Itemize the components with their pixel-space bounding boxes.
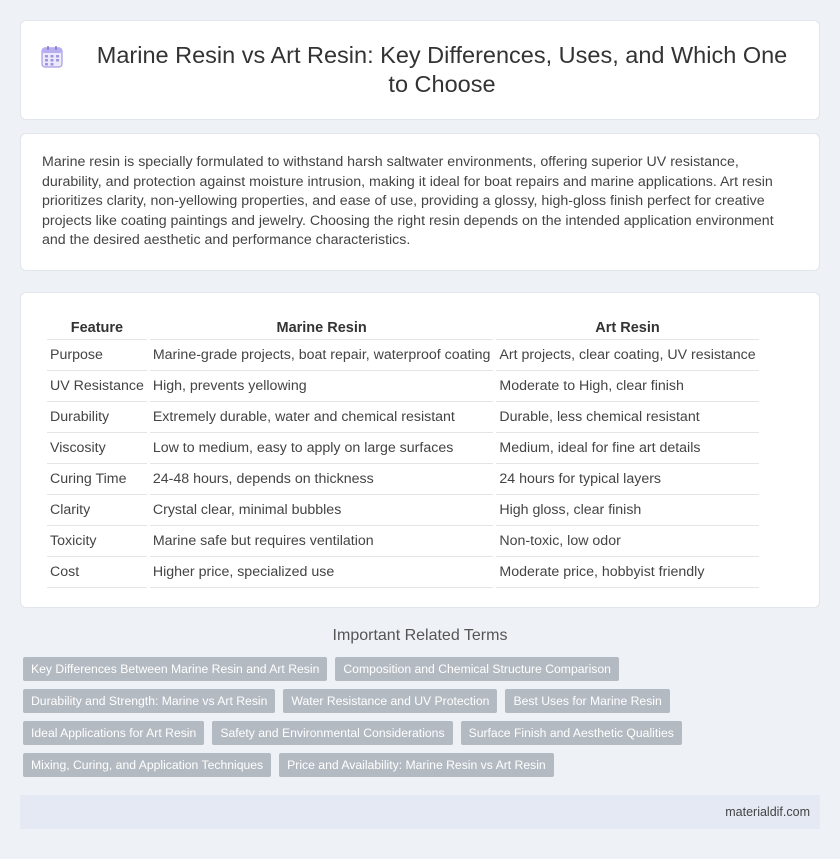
- feature-cell: Clarity: [47, 495, 147, 526]
- marine-cell: Marine-grade projects, boat repair, waterproof coating: [150, 340, 494, 371]
- table-row: [47, 340, 759, 371]
- intro-paragraph: Marine resin is specially formulated to withstand harsh saltwater environments, offering superior UV resistance, durability, and protection against moisture intrusion, making it ideal for boat repairs and marine applications. Art resin prioritizes clarity, non-yellowing properties, and ease of use, providing a glossy, high-gloss finish perfect for creative projects like coating paintings and jewelry. Choosing the right resin depends on the intended application environment and the desired aesthetic and performance characteristics.: [42, 154, 774, 248]
- comparison-table: [44, 314, 762, 588]
- related-term-tag[interactable]: Key Differences Between Marine Resin and Art Resin: [23, 657, 327, 681]
- related-term-tag[interactable]: Mixing, Curing, and Application Techniques: [23, 753, 271, 777]
- art-cell: Medium, ideal for fine art details: [496, 433, 758, 464]
- calendar-grid-icon: [40, 45, 64, 69]
- art-cell: Durable, less chemical resistant: [496, 402, 758, 433]
- feature-cell: Curing Time: [47, 464, 147, 495]
- header-feature: Feature: [47, 314, 147, 340]
- table-row: [47, 433, 759, 464]
- footer-site-link[interactable]: materialdif.com: [725, 805, 810, 819]
- header-card: [20, 20, 820, 120]
- table-row: [47, 464, 759, 495]
- related-terms-section: [20, 627, 820, 785]
- table-row: [47, 371, 759, 402]
- related-term-tag[interactable]: Durability and Strength: Marine vs Art Resin: [23, 689, 275, 713]
- feature-cell: Purpose: [47, 340, 147, 371]
- feature-cell: Toxicity: [47, 526, 147, 557]
- table-row: [47, 557, 759, 588]
- intro-card: [20, 133, 820, 271]
- title-wrap: [40, 41, 800, 99]
- footer: [20, 795, 820, 829]
- art-cell: Art projects, clear coating, UV resistance: [496, 340, 758, 371]
- related-term-tag[interactable]: Best Uses for Marine Resin: [505, 689, 669, 713]
- marine-cell: High, prevents yellowing: [150, 371, 494, 402]
- art-cell: Moderate price, hobbyist friendly: [496, 557, 758, 588]
- feature-cell: UV Resistance: [47, 371, 147, 402]
- related-term-tag[interactable]: Water Resistance and UV Protection: [283, 689, 497, 713]
- header-art-resin: Art Resin: [496, 314, 758, 340]
- page-title: Marine Resin vs Art Resin: Key Differences, Uses, and Which One to Choose: [96, 42, 788, 97]
- header-marine-resin: Marine Resin: [150, 314, 494, 340]
- related-term-tag[interactable]: Price and Availability: Marine Resin vs Art Resin: [279, 753, 554, 777]
- art-cell: Non-toxic, low odor: [496, 526, 758, 557]
- related-term-tag[interactable]: Composition and Chemical Structure Comparison: [335, 657, 619, 681]
- related-term-tag[interactable]: Ideal Applications for Art Resin: [23, 721, 204, 745]
- feature-cell: Durability: [47, 402, 147, 433]
- related-terms-title: Important Related Terms: [332, 627, 508, 644]
- comparison-card: [20, 292, 820, 608]
- related-terms-tags: [20, 657, 820, 785]
- table-row: [47, 495, 759, 526]
- table-row: [47, 526, 759, 557]
- feature-cell: Cost: [47, 557, 147, 588]
- art-cell: 24 hours for typical layers: [496, 464, 758, 495]
- marine-cell: Crystal clear, minimal bubbles: [150, 495, 494, 526]
- marine-cell: Extremely durable, water and chemical resistant: [150, 402, 494, 433]
- related-term-tag[interactable]: Safety and Environmental Considerations: [212, 721, 452, 745]
- marine-cell: Higher price, specialized use: [150, 557, 494, 588]
- art-cell: Moderate to High, clear finish: [496, 371, 758, 402]
- table-header-row: [47, 314, 759, 340]
- feature-cell: Viscosity: [47, 433, 147, 464]
- marine-cell: Low to medium, easy to apply on large surfaces: [150, 433, 494, 464]
- marine-cell: Marine safe but requires ventilation: [150, 526, 494, 557]
- related-term-tag[interactable]: Surface Finish and Aesthetic Qualities: [461, 721, 682, 745]
- marine-cell: 24-48 hours, depends on thickness: [150, 464, 494, 495]
- art-cell: High gloss, clear finish: [496, 495, 758, 526]
- table-row: [47, 402, 759, 433]
